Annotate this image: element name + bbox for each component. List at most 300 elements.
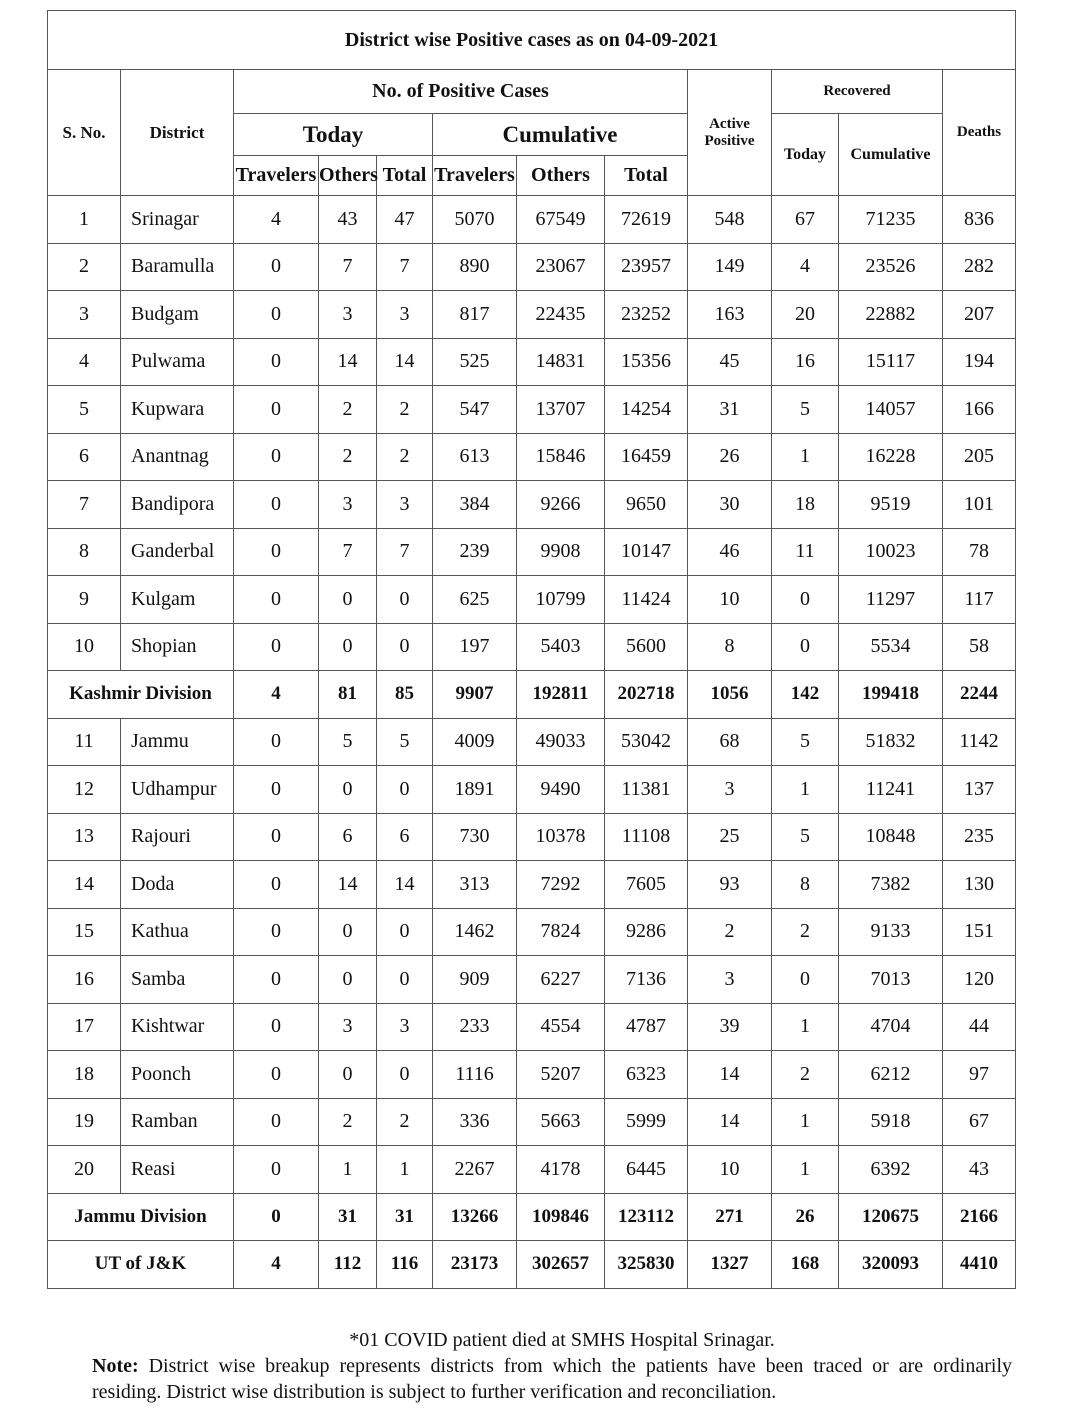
cell-t-tot: 0 — [377, 576, 433, 624]
cell-r-cum: 6212 — [839, 1051, 943, 1099]
cell-r-cum: 51832 — [839, 718, 943, 766]
cell-sno: 2 — [48, 243, 121, 291]
cell-c-tot: 10147 — [605, 528, 688, 576]
cell-r-cum: 320093 — [839, 1241, 943, 1289]
cell-t-trav: 4 — [234, 1241, 319, 1289]
cell-r-cum: 199418 — [839, 671, 943, 719]
cell-r-cum: 71235 — [839, 196, 943, 244]
cell-r-cum: 7382 — [839, 861, 943, 909]
cell-r-cum: 16228 — [839, 433, 943, 481]
table-title: District wise Positive cases as on 04-09-2021 — [48, 11, 1016, 70]
cell-c-tot: 23957 — [605, 243, 688, 291]
cell-r-today: 2 — [772, 908, 839, 956]
notes-block — [92, 1327, 1012, 1405]
table-row — [48, 338, 1016, 386]
note-text: District wise breakup represents districts from which the patients have been traced or are ordinarily residing. District wise distribution is subject to further verification and reconciliation. — [92, 1355, 1012, 1403]
cell-deaths: 130 — [943, 861, 1016, 909]
header-recovered-cumulative: Cumulative — [839, 114, 943, 196]
cell-r-cum: 5534 — [839, 623, 943, 671]
cell-active: 31 — [688, 386, 772, 434]
cell-deaths: 67 — [943, 1098, 1016, 1146]
header-recovered-today: Today — [772, 114, 839, 196]
cell-t-tot: 1 — [377, 1146, 433, 1194]
cell-active: 163 — [688, 291, 772, 339]
cell-r-cum: 7013 — [839, 956, 943, 1004]
cell-r-cum: 14057 — [839, 386, 943, 434]
header-active-positive — [688, 70, 772, 196]
cell-c-oth: 5207 — [517, 1051, 605, 1099]
cell-t-oth: 14 — [319, 861, 377, 909]
cell-c-oth: 5403 — [517, 623, 605, 671]
cell-c-tot: 5999 — [605, 1098, 688, 1146]
cell-c-oth: 7292 — [517, 861, 605, 909]
cell-deaths: 151 — [943, 908, 1016, 956]
cell-active: 149 — [688, 243, 772, 291]
cell-active: 25 — [688, 813, 772, 861]
cell-r-today: 1 — [772, 433, 839, 481]
cell-t-oth: 2 — [319, 433, 377, 481]
cell-deaths: 2166 — [943, 1193, 1016, 1241]
cell-t-trav: 0 — [234, 291, 319, 339]
header-today-travelers: Travelers — [234, 156, 319, 196]
cell-active: 3 — [688, 956, 772, 1004]
table-row — [48, 908, 1016, 956]
cell-deaths: 58 — [943, 623, 1016, 671]
cell-c-tot: 72619 — [605, 196, 688, 244]
cell-deaths: 78 — [943, 528, 1016, 576]
header-active-line2: Positive — [704, 132, 755, 149]
cell-r-today: 20 — [772, 291, 839, 339]
table-row — [48, 576, 1016, 624]
cell-active: 3 — [688, 766, 772, 814]
cell-t-trav: 0 — [234, 576, 319, 624]
cell-c-tot: 123112 — [605, 1193, 688, 1241]
cell-c-trav: 336 — [433, 1098, 517, 1146]
cell-deaths: 120 — [943, 956, 1016, 1004]
cell-t-tot: 0 — [377, 908, 433, 956]
cell-active: 271 — [688, 1193, 772, 1241]
cell-r-today: 5 — [772, 386, 839, 434]
cell-deaths: 194 — [943, 338, 1016, 386]
division-total-row — [48, 671, 1016, 719]
table-row — [48, 433, 1016, 481]
cell-c-tot: 11108 — [605, 813, 688, 861]
cell-district: Reasi — [121, 1146, 234, 1194]
cell-r-cum: 11241 — [839, 766, 943, 814]
cell-c-tot: 6445 — [605, 1146, 688, 1194]
cell-c-trav: 13266 — [433, 1193, 517, 1241]
cell-active: 46 — [688, 528, 772, 576]
cell-active: 10 — [688, 1146, 772, 1194]
cases-table — [47, 10, 1016, 1289]
cell-r-today: 18 — [772, 481, 839, 529]
cell-r-today: 0 — [772, 956, 839, 1004]
header-cumulative: Cumulative — [433, 114, 688, 156]
cell-sno: 4 — [48, 338, 121, 386]
cell-t-tot: 7 — [377, 528, 433, 576]
cell-sno: 20 — [48, 1146, 121, 1194]
note-paragraph — [92, 1353, 1012, 1405]
header-active-line1: Active — [709, 115, 750, 132]
cell-r-today: 2 — [772, 1051, 839, 1099]
cell-deaths: 43 — [943, 1146, 1016, 1194]
cell-r-today: 0 — [772, 623, 839, 671]
cell-sno: 9 — [48, 576, 121, 624]
cell-t-trav: 0 — [234, 908, 319, 956]
cell-c-tot: 202718 — [605, 671, 688, 719]
cell-c-tot: 11381 — [605, 766, 688, 814]
cell-c-trav: 890 — [433, 243, 517, 291]
cell-sno: 17 — [48, 1003, 121, 1051]
cell-c-oth: 4554 — [517, 1003, 605, 1051]
cell-active: 10 — [688, 576, 772, 624]
cell-t-trav: 0 — [234, 956, 319, 1004]
cell-district: Kulgam — [121, 576, 234, 624]
cell-r-cum: 23526 — [839, 243, 943, 291]
cell-sno: 16 — [48, 956, 121, 1004]
cell-active: 30 — [688, 481, 772, 529]
cell-district: Samba — [121, 956, 234, 1004]
cell-sno: 19 — [48, 1098, 121, 1146]
cell-deaths: 235 — [943, 813, 1016, 861]
cell-district: Budgam — [121, 291, 234, 339]
cell-active: 93 — [688, 861, 772, 909]
cell-deaths: 44 — [943, 1003, 1016, 1051]
cell-r-cum: 22882 — [839, 291, 943, 339]
cell-r-today: 1 — [772, 1146, 839, 1194]
cell-t-oth: 112 — [319, 1241, 377, 1289]
cell-active: 39 — [688, 1003, 772, 1051]
cell-r-today: 11 — [772, 528, 839, 576]
cell-c-tot: 11424 — [605, 576, 688, 624]
cell-t-oth: 2 — [319, 386, 377, 434]
cell-t-oth: 0 — [319, 766, 377, 814]
cell-t-tot: 14 — [377, 338, 433, 386]
cell-deaths: 97 — [943, 1051, 1016, 1099]
cell-deaths: 836 — [943, 196, 1016, 244]
table-row — [48, 1051, 1016, 1099]
cell-t-tot: 47 — [377, 196, 433, 244]
cell-r-today: 168 — [772, 1241, 839, 1289]
death-footnote: *01 COVID patient died at SMHS Hospital Srinagar. — [349, 1329, 775, 1351]
cell-t-oth: 1 — [319, 1146, 377, 1194]
cell-deaths: 2244 — [943, 671, 1016, 719]
cell-c-trav: 525 — [433, 338, 517, 386]
table-row — [48, 386, 1016, 434]
cell-district: Kishtwar — [121, 1003, 234, 1051]
cell-c-trav: 4009 — [433, 718, 517, 766]
cell-active: 68 — [688, 718, 772, 766]
cell-t-oth: 3 — [319, 1003, 377, 1051]
cell-district: Ganderbal — [121, 528, 234, 576]
cell-c-tot: 23252 — [605, 291, 688, 339]
cell-t-trav: 0 — [234, 481, 319, 529]
cell-t-oth: 81 — [319, 671, 377, 719]
cell-district: Udhampur — [121, 766, 234, 814]
cell-deaths: 205 — [943, 433, 1016, 481]
cell-t-trav: 0 — [234, 386, 319, 434]
table-row — [48, 291, 1016, 339]
table-row — [48, 1098, 1016, 1146]
cell-t-tot: 0 — [377, 956, 433, 1004]
cell-t-trav: 0 — [234, 338, 319, 386]
cell-c-tot: 9650 — [605, 481, 688, 529]
cell-deaths: 137 — [943, 766, 1016, 814]
cell-t-trav: 0 — [234, 528, 319, 576]
cell-district: Poonch — [121, 1051, 234, 1099]
cell-c-tot: 14254 — [605, 386, 688, 434]
cell-sno: 7 — [48, 481, 121, 529]
cell-c-trav: 1891 — [433, 766, 517, 814]
cell-t-trav: 0 — [234, 1146, 319, 1194]
cell-c-oth: 23067 — [517, 243, 605, 291]
cell-r-today: 5 — [772, 718, 839, 766]
header-deaths: Deaths — [943, 70, 1016, 196]
cell-sno: 13 — [48, 813, 121, 861]
cell-r-today: 0 — [772, 576, 839, 624]
cell-c-oth: 109846 — [517, 1193, 605, 1241]
cell-c-tot: 6323 — [605, 1051, 688, 1099]
cell-t-trav: 0 — [234, 1003, 319, 1051]
cell-sno: 6 — [48, 433, 121, 481]
cell-active: 548 — [688, 196, 772, 244]
division-label: Jammu Division — [48, 1193, 234, 1241]
cell-deaths: 207 — [943, 291, 1016, 339]
cell-r-today: 5 — [772, 813, 839, 861]
cell-active: 8 — [688, 623, 772, 671]
cell-r-today: 1 — [772, 1003, 839, 1051]
cell-deaths: 101 — [943, 481, 1016, 529]
cell-c-trav: 2267 — [433, 1146, 517, 1194]
header-sno: S. No. — [48, 70, 121, 196]
cell-t-tot: 2 — [377, 1098, 433, 1146]
cell-t-tot: 7 — [377, 243, 433, 291]
cell-t-trav: 0 — [234, 623, 319, 671]
cell-c-trav: 384 — [433, 481, 517, 529]
cell-t-oth: 0 — [319, 908, 377, 956]
cell-c-trav: 817 — [433, 291, 517, 339]
cell-district: Kathua — [121, 908, 234, 956]
cell-t-oth: 6 — [319, 813, 377, 861]
cell-c-tot: 4787 — [605, 1003, 688, 1051]
cell-deaths: 166 — [943, 386, 1016, 434]
cell-r-cum: 6392 — [839, 1146, 943, 1194]
cell-c-trav: 9907 — [433, 671, 517, 719]
cell-t-trav: 4 — [234, 196, 319, 244]
cell-active: 45 — [688, 338, 772, 386]
cell-t-oth: 3 — [319, 481, 377, 529]
cell-c-oth: 7824 — [517, 908, 605, 956]
cell-t-trav: 0 — [234, 718, 319, 766]
cell-deaths: 117 — [943, 576, 1016, 624]
header-cum-others: Others — [517, 156, 605, 196]
cell-c-oth: 13707 — [517, 386, 605, 434]
cell-t-tot: 6 — [377, 813, 433, 861]
cell-c-trav: 613 — [433, 433, 517, 481]
table-row — [48, 196, 1016, 244]
cell-c-oth: 9266 — [517, 481, 605, 529]
table-row — [48, 528, 1016, 576]
cell-active: 14 — [688, 1051, 772, 1099]
cell-r-today: 1 — [772, 766, 839, 814]
cell-t-oth: 7 — [319, 528, 377, 576]
cell-c-trav: 23173 — [433, 1241, 517, 1289]
header-today-total: Total — [377, 156, 433, 196]
cell-c-trav: 197 — [433, 623, 517, 671]
cell-t-tot: 2 — [377, 433, 433, 481]
cell-t-trav: 0 — [234, 861, 319, 909]
cell-c-oth: 9908 — [517, 528, 605, 576]
cell-deaths: 282 — [943, 243, 1016, 291]
cell-t-tot: 0 — [377, 766, 433, 814]
cell-t-tot: 3 — [377, 481, 433, 529]
cell-t-tot: 0 — [377, 1051, 433, 1099]
cell-c-trav: 1462 — [433, 908, 517, 956]
cell-t-oth: 14 — [319, 338, 377, 386]
header-positive-cases: No. of Positive Cases — [234, 70, 688, 114]
cell-sno: 1 — [48, 196, 121, 244]
cell-c-trav: 547 — [433, 386, 517, 434]
cell-sno: 18 — [48, 1051, 121, 1099]
division-total-row — [48, 1241, 1016, 1289]
cell-c-trav: 625 — [433, 576, 517, 624]
cell-c-tot: 9286 — [605, 908, 688, 956]
cell-r-today: 67 — [772, 196, 839, 244]
cell-r-cum: 9133 — [839, 908, 943, 956]
cell-active: 1056 — [688, 671, 772, 719]
cell-r-today: 142 — [772, 671, 839, 719]
cell-c-tot: 7605 — [605, 861, 688, 909]
cell-t-trav: 4 — [234, 671, 319, 719]
cell-t-tot: 3 — [377, 1003, 433, 1051]
cell-c-oth: 6227 — [517, 956, 605, 1004]
cell-district: Rajouri — [121, 813, 234, 861]
cell-t-tot: 31 — [377, 1193, 433, 1241]
cell-t-trav: 0 — [234, 766, 319, 814]
cell-r-cum: 120675 — [839, 1193, 943, 1241]
cell-sno: 11 — [48, 718, 121, 766]
cell-r-today: 8 — [772, 861, 839, 909]
cell-district: Jammu — [121, 718, 234, 766]
cell-t-tot: 5 — [377, 718, 433, 766]
table-row — [48, 1003, 1016, 1051]
cell-active: 1327 — [688, 1241, 772, 1289]
table-row — [48, 861, 1016, 909]
table-row — [48, 243, 1016, 291]
cell-deaths: 4410 — [943, 1241, 1016, 1289]
header-district: District — [121, 70, 234, 196]
cell-sno: 8 — [48, 528, 121, 576]
table-row — [48, 481, 1016, 529]
cell-district: Baramulla — [121, 243, 234, 291]
cell-t-trav: 0 — [234, 813, 319, 861]
cell-t-trav: 0 — [234, 433, 319, 481]
cell-t-oth: 0 — [319, 956, 377, 1004]
cell-c-tot: 5600 — [605, 623, 688, 671]
cell-c-tot: 15356 — [605, 338, 688, 386]
cell-t-oth: 31 — [319, 1193, 377, 1241]
cell-r-today: 1 — [772, 1098, 839, 1146]
table-row — [48, 718, 1016, 766]
cell-district: Srinagar — [121, 196, 234, 244]
header-cum-travelers: Travelers — [433, 156, 517, 196]
cell-district: Pulwama — [121, 338, 234, 386]
cell-r-today: 4 — [772, 243, 839, 291]
district-cases-sheet — [47, 10, 1015, 1289]
cell-t-tot: 3 — [377, 291, 433, 339]
cell-c-oth: 14831 — [517, 338, 605, 386]
cell-sno: 3 — [48, 291, 121, 339]
cell-active: 14 — [688, 1098, 772, 1146]
cell-c-oth: 49033 — [517, 718, 605, 766]
cell-t-oth: 0 — [319, 1051, 377, 1099]
header-cum-total: Total — [605, 156, 688, 196]
cell-t-oth: 43 — [319, 196, 377, 244]
cell-c-oth: 10378 — [517, 813, 605, 861]
cell-sno: 14 — [48, 861, 121, 909]
cell-c-tot: 7136 — [605, 956, 688, 1004]
table-row — [48, 1146, 1016, 1194]
cell-c-trav: 909 — [433, 956, 517, 1004]
cell-t-trav: 0 — [234, 1193, 319, 1241]
cell-c-trav: 5070 — [433, 196, 517, 244]
division-label: Kashmir Division — [48, 671, 234, 719]
cell-sno: 12 — [48, 766, 121, 814]
division-total-row — [48, 1193, 1016, 1241]
cell-t-tot: 0 — [377, 623, 433, 671]
cell-r-cum: 9519 — [839, 481, 943, 529]
cell-t-tot: 85 — [377, 671, 433, 719]
cell-c-trav: 239 — [433, 528, 517, 576]
header-today-others: Others — [319, 156, 377, 196]
cell-sno: 15 — [48, 908, 121, 956]
cell-c-oth: 302657 — [517, 1241, 605, 1289]
cell-district: Shopian — [121, 623, 234, 671]
cell-t-oth: 0 — [319, 576, 377, 624]
cell-c-oth: 22435 — [517, 291, 605, 339]
division-label: UT of J&K — [48, 1241, 234, 1289]
cell-t-oth: 2 — [319, 1098, 377, 1146]
cell-c-tot: 325830 — [605, 1241, 688, 1289]
cell-r-cum: 4704 — [839, 1003, 943, 1051]
cell-district: Doda — [121, 861, 234, 909]
cell-t-oth: 0 — [319, 623, 377, 671]
cell-deaths: 1142 — [943, 718, 1016, 766]
cell-r-cum: 11297 — [839, 576, 943, 624]
cell-c-trav: 1116 — [433, 1051, 517, 1099]
cell-t-oth: 5 — [319, 718, 377, 766]
cell-t-trav: 0 — [234, 1098, 319, 1146]
header-recovered: Recovered — [772, 70, 943, 114]
cell-c-oth: 67549 — [517, 196, 605, 244]
cell-r-cum: 5918 — [839, 1098, 943, 1146]
note-label: Note: — [92, 1355, 139, 1377]
cell-district: Kupwara — [121, 386, 234, 434]
cell-t-tot: 2 — [377, 386, 433, 434]
cell-c-trav: 233 — [433, 1003, 517, 1051]
cell-district: Anantnag — [121, 433, 234, 481]
cell-c-tot: 16459 — [605, 433, 688, 481]
cell-r-today: 16 — [772, 338, 839, 386]
cell-c-oth: 9490 — [517, 766, 605, 814]
cell-active: 2 — [688, 908, 772, 956]
cell-c-trav: 730 — [433, 813, 517, 861]
table-row — [48, 956, 1016, 1004]
cell-c-oth: 4178 — [517, 1146, 605, 1194]
cell-district: Ramban — [121, 1098, 234, 1146]
cell-t-tot: 116 — [377, 1241, 433, 1289]
cell-r-cum: 10023 — [839, 528, 943, 576]
